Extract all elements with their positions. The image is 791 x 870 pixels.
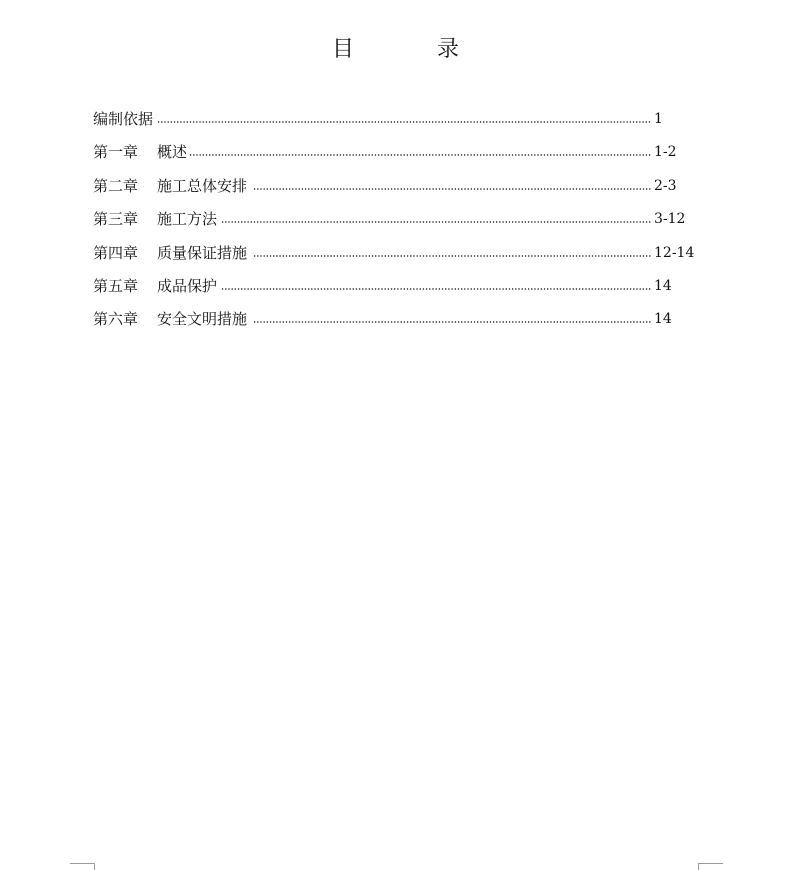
toc-entry[interactable] — [93, 174, 713, 207]
toc-entry-title: 施工总体安排 — [157, 176, 248, 195]
toc-title-char-2: 录 — [437, 37, 460, 62]
toc-entry-chapter: 第一章 — [93, 143, 139, 162]
toc-entry-page: 14 — [654, 277, 672, 294]
toc-entry[interactable] — [93, 241, 713, 274]
toc-entry-chapter: 第四章 — [93, 243, 139, 262]
toc-entry-title: 施工方法 — [157, 210, 218, 229]
toc-entry-chapter: 第三章 — [93, 210, 139, 229]
toc-entry[interactable] — [93, 107, 713, 140]
toc-title-char-1: 目 — [332, 37, 355, 62]
toc-entry-page: 1 — [654, 111, 663, 127]
toc-leader-dots — [253, 255, 651, 257]
toc-leader-dots — [253, 321, 651, 323]
toc-entry-page: 1-2 — [654, 144, 677, 161]
toc-entry-title: 安全文明措施 — [157, 310, 248, 329]
toc-leader-dots — [157, 121, 651, 123]
toc-leader-dots — [221, 221, 651, 223]
toc-entry[interactable] — [93, 307, 713, 340]
toc-leader-dots — [189, 154, 651, 156]
toc-leader-dots — [221, 288, 651, 290]
table-of-contents — [93, 107, 713, 341]
toc-entry[interactable] — [93, 207, 713, 240]
toc-entry-page: 12-14 — [654, 244, 695, 261]
toc-title — [0, 34, 791, 66]
toc-entry-chapter: 第二章 — [93, 176, 139, 195]
toc-entry-title: 质量保证措施 — [157, 243, 248, 262]
toc-entry[interactable] — [93, 274, 713, 307]
toc-entry-title: 概述 — [157, 143, 188, 162]
toc-entry-title: 编制依据 — [93, 110, 154, 128]
toc-entry-page: 2-3 — [654, 177, 677, 194]
toc-entry-chapter: 第六章 — [93, 310, 139, 329]
toc-entry-page: 3-12 — [654, 211, 686, 228]
toc-entry-page: 14 — [654, 311, 672, 328]
toc-entry-chapter: 第五章 — [93, 276, 139, 295]
toc-entry[interactable] — [93, 140, 713, 173]
toc-entry-title: 成品保护 — [157, 276, 218, 295]
toc-leader-dots — [253, 188, 651, 190]
